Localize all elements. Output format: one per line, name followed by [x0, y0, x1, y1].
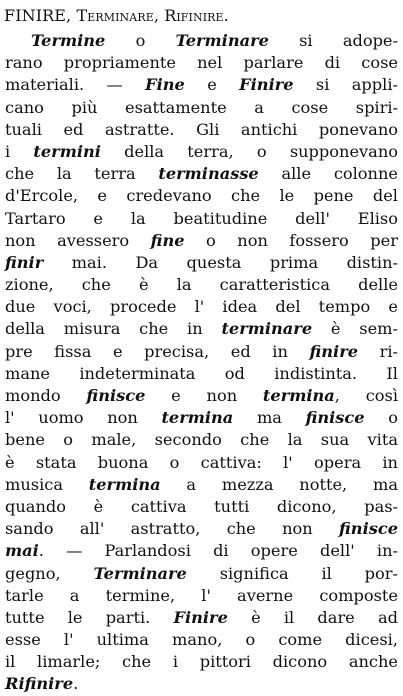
- text-run: sando all' astratto, che non: [5, 519, 340, 539]
- heading-separator: ,: [153, 6, 165, 25]
- emphasized-term: finisce: [305, 408, 365, 428]
- text-line: [5, 252, 398, 274]
- emphasized-term: finir: [5, 252, 44, 272]
- text-run: tutte le parti.: [5, 607, 174, 627]
- text-line: [5, 30, 398, 52]
- emphasized-term: Terminare: [93, 563, 187, 583]
- text-line: [5, 208, 398, 230]
- emphasized-term: finire: [309, 341, 359, 361]
- text-run: non avessero: [5, 230, 151, 250]
- text-line: [5, 540, 398, 562]
- text-line: [5, 185, 398, 207]
- entry-body: [5, 30, 398, 696]
- text-run: zione, che è la caratteristica delle: [5, 275, 398, 295]
- text-line: [5, 407, 398, 429]
- text-run: è sem-: [312, 319, 398, 339]
- text-run: pre fissa e precisa, ed in: [5, 341, 310, 361]
- text-run: ri-: [358, 341, 398, 361]
- emphasized-term: Termine: [31, 31, 106, 50]
- emphasized-term: Finire: [239, 75, 294, 95]
- text-run: è il dare ad: [227, 607, 398, 627]
- text-line: [5, 341, 398, 363]
- emphasized-term: termina: [88, 474, 161, 494]
- emphasized-term: terminasse: [158, 164, 259, 184]
- heading-word-terminare: Terminare: [76, 6, 154, 25]
- text-line: [5, 163, 398, 185]
- heading-period: .: [223, 6, 229, 25]
- text-run: quando è cattiva tutti dicono, pas-: [5, 496, 398, 516]
- text-line: [5, 230, 398, 252]
- emphasized-term: fine: [150, 230, 185, 250]
- text-line: [5, 385, 398, 407]
- text-run: della terra, o supponevano: [100, 141, 399, 161]
- text-run: o: [364, 408, 398, 428]
- emphasized-term: mai: [5, 541, 39, 561]
- text-line: [5, 474, 398, 496]
- text-run: musica: [5, 474, 89, 494]
- text-line: [5, 607, 398, 629]
- text-run: i: [5, 141, 34, 161]
- text-line: [5, 363, 398, 385]
- text-run: l' uomo non: [5, 408, 162, 428]
- text-run: si appli-: [293, 75, 398, 95]
- text-run: due voci, procede l' idea del tempo e: [5, 297, 398, 317]
- emphasized-term: termini: [33, 141, 101, 161]
- text-run: .: [73, 674, 79, 694]
- text-line: [5, 74, 398, 96]
- text-line: [5, 97, 398, 119]
- text-line: [5, 274, 398, 296]
- text-run: il limarle; che i pittori dicono anche: [5, 652, 398, 672]
- text-run: . — Parlandosi di opere dell' in-: [38, 541, 398, 561]
- text-run: o: [105, 31, 176, 50]
- emphasized-term: finisce: [339, 519, 398, 539]
- text-line: [5, 585, 398, 607]
- text-run: e: [184, 75, 240, 95]
- emphasized-term: termina: [161, 408, 234, 428]
- text-line: [5, 518, 398, 540]
- text-run: rano propriamente nel parlare di cose: [5, 53, 398, 73]
- text-run: significa il por-: [186, 563, 398, 583]
- text-run: ma: [233, 408, 306, 428]
- text-line: [5, 496, 398, 518]
- entry-heading: [4, 6, 229, 26]
- text-line: [5, 452, 398, 474]
- text-line: [5, 651, 398, 673]
- text-line: [5, 318, 398, 340]
- text-line: [5, 629, 398, 651]
- text-run: cano più esattamente a cose spiri-: [5, 97, 398, 117]
- text-run: che la terra: [5, 164, 159, 184]
- text-line: [5, 141, 398, 163]
- heading-word-rifinire: Rifinire: [164, 6, 224, 25]
- text-run: della misura che in: [5, 319, 222, 339]
- text-line: [5, 296, 398, 318]
- text-line: [5, 673, 398, 695]
- text-run: , così: [334, 386, 398, 405]
- text-run: si adope-: [268, 31, 398, 50]
- text-run: bene o male, secondo che la sua vita: [5, 430, 398, 450]
- text-run: mondo: [5, 386, 87, 405]
- text-run: gegno,: [5, 563, 94, 583]
- text-run: tarle a termine, l' averne composte: [5, 585, 398, 605]
- text-line: [5, 119, 398, 141]
- text-line: [5, 429, 398, 451]
- emphasized-term: Rifinire: [5, 674, 74, 694]
- text-line: [5, 52, 398, 74]
- emphasized-term: Terminare: [175, 31, 269, 50]
- heading-separator: ,: [66, 6, 77, 25]
- emphasized-term: Fine: [145, 75, 185, 95]
- emphasized-term: Finire: [173, 607, 228, 627]
- text-run: materiali. —: [5, 75, 146, 95]
- text-run: Tartaro e la beatitudine dell' Eliso: [5, 208, 398, 228]
- text-run: o non fossero per: [184, 230, 398, 250]
- text-run: alle colonne: [258, 164, 398, 184]
- text-line: [5, 563, 398, 585]
- text-run: è stata buona o cattiva: l' opera in: [5, 452, 398, 472]
- emphasized-term: termina: [262, 386, 335, 405]
- text-run: d'Ercole, e credevano che le pene del: [5, 186, 398, 206]
- emphasized-term: terminare: [221, 319, 313, 339]
- text-run: tuali ed astratte. Gli antichi ponevano: [5, 119, 398, 139]
- heading-word-finire: FINIRE: [4, 6, 67, 25]
- text-run: a mezza notte, ma: [160, 474, 399, 494]
- text-run: e non: [145, 386, 263, 405]
- text-run: mane indeterminata od indistinta. Il: [5, 363, 398, 383]
- text-run: mai. Da questa prima distin-: [43, 252, 398, 272]
- text-run: esse l' ultima mano, o come dicesi,: [5, 630, 398, 650]
- emphasized-term: finisce: [86, 386, 146, 405]
